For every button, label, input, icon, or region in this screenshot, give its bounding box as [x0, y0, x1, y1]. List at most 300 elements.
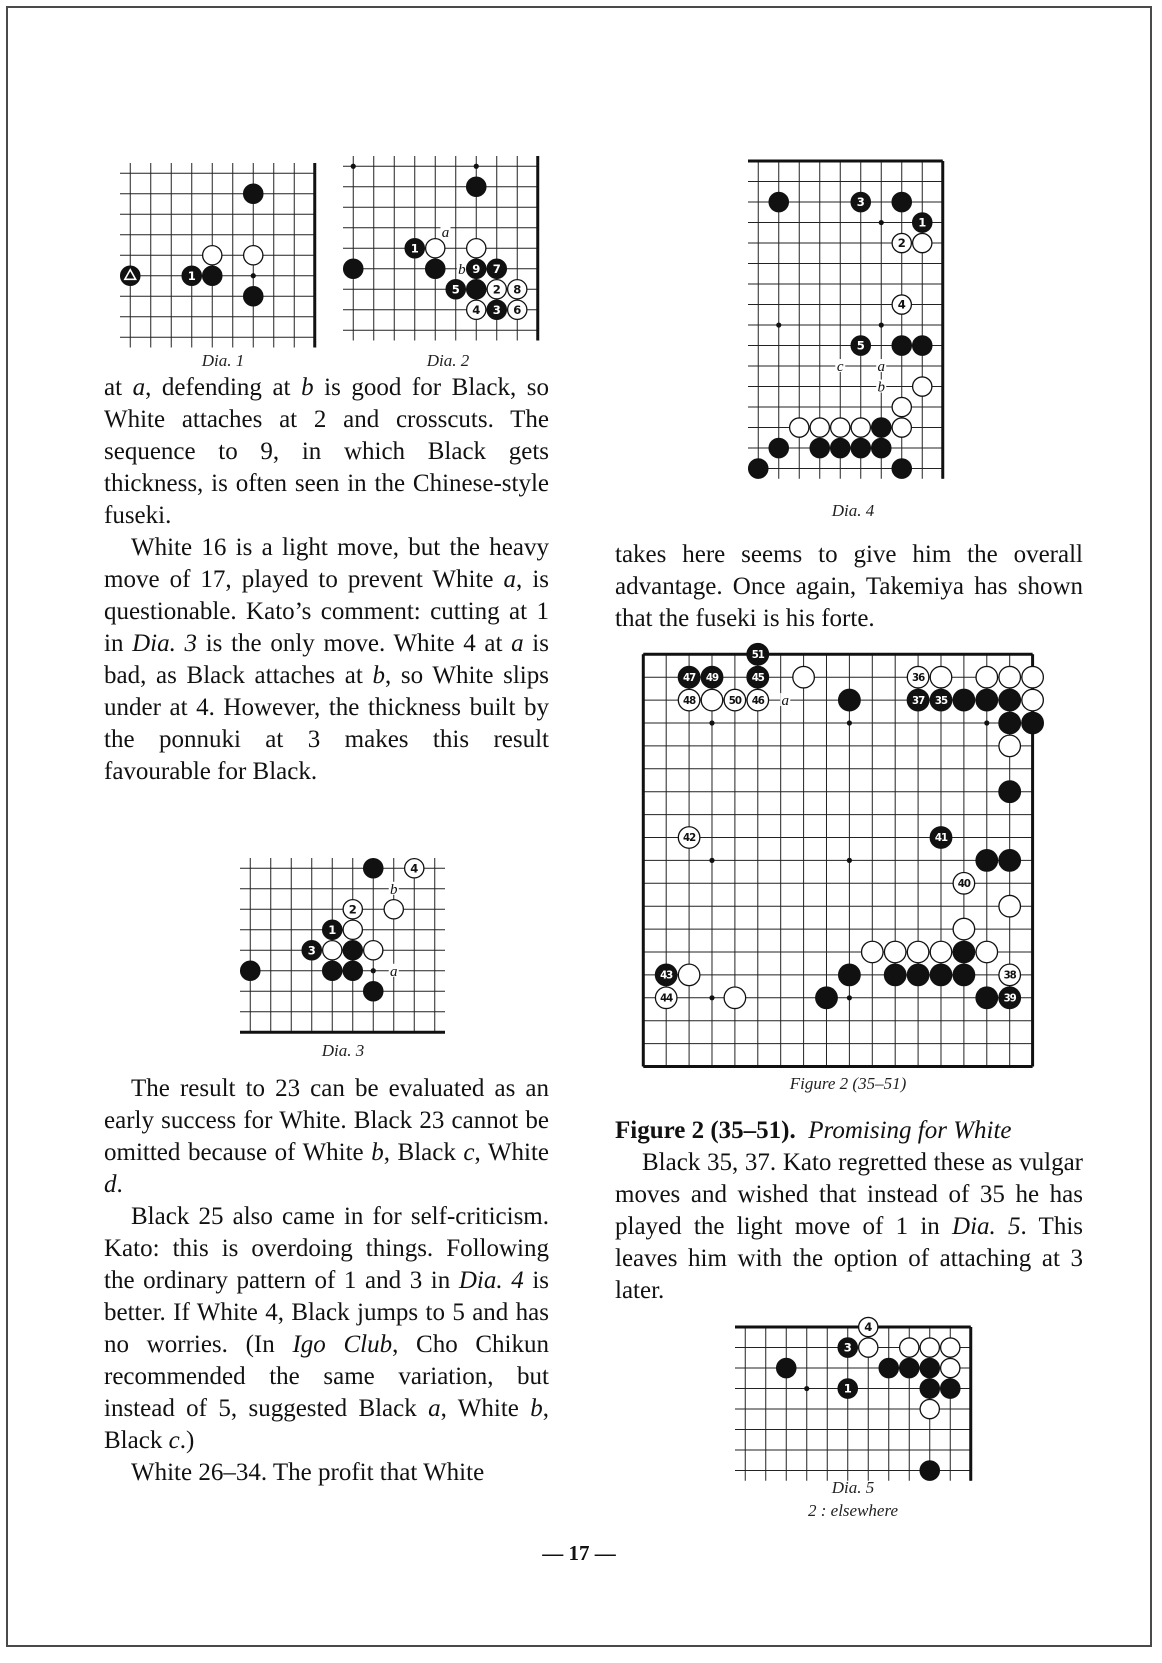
white-stone	[859, 1317, 878, 1336]
text-run: takes here seems to give him the overall advantage. Once again, Takemiya has shown that the fuseki is his forte.	[615, 541, 1083, 632]
white-stone	[851, 418, 870, 437]
text-run: Black 35, 37. Kato regretted these as vulgar moves and wished that instead of 35 he has played the light move of 1 in	[615, 1149, 1083, 1240]
italic-run: a	[503, 566, 517, 593]
black-stone	[467, 259, 486, 278]
white-stone-disc	[1022, 689, 1044, 711]
white-stone	[343, 920, 362, 939]
black-stone	[343, 941, 362, 960]
move-number: 1	[918, 215, 927, 230]
italic-run: a	[428, 1395, 441, 1422]
white-stone-disc	[999, 666, 1021, 688]
white-stone-disc	[892, 418, 911, 437]
black-stone-disc	[426, 259, 445, 278]
black-stone	[892, 336, 911, 355]
white-stone	[678, 964, 700, 986]
white-stone	[508, 300, 527, 319]
text-run: .)	[179, 1427, 195, 1454]
black-stone	[487, 300, 506, 319]
dia4-board	[748, 158, 941, 490]
white-stone	[701, 689, 723, 711]
white-stone	[323, 941, 342, 960]
grid-lines	[240, 858, 445, 1032]
black-stone	[838, 1379, 857, 1398]
black-stone	[655, 964, 677, 986]
dia4-svg	[748, 158, 941, 490]
black-stone-disc	[343, 961, 362, 980]
black-stone-disc	[884, 964, 906, 986]
black-stone	[446, 280, 465, 299]
black-stone-disc	[241, 961, 260, 980]
black-stone-disc	[913, 336, 932, 355]
text-run: , Black	[104, 1395, 549, 1454]
text-run: at	[104, 374, 133, 401]
black-stone-disc	[777, 1358, 796, 1377]
right-column-text-2	[615, 1115, 1083, 1307]
star-point	[847, 720, 852, 725]
dia1-svg	[120, 163, 313, 343]
dia5-note: 2 : elsewhere	[807, 1501, 898, 1520]
star-point	[709, 995, 714, 1000]
figure2-heading-bold: Figure 2 (35–51).	[615, 1117, 796, 1144]
star-point	[879, 220, 884, 225]
black-stone	[1022, 712, 1044, 734]
white-stone-disc	[862, 941, 884, 963]
star-point	[351, 164, 356, 169]
move-number: 1	[843, 1381, 852, 1396]
white-stone-disc	[913, 233, 932, 252]
text-run: , defending at	[145, 374, 302, 401]
black-stone	[941, 1379, 960, 1398]
white-stone	[953, 873, 975, 895]
black-stone-disc	[999, 712, 1021, 734]
left-column-text-1	[104, 372, 549, 788]
black-stone-disc	[203, 266, 222, 285]
text-run: . This leaves him with the option of attaching at 3 later.	[615, 1213, 1083, 1304]
black-stone	[953, 964, 975, 986]
black-stone	[839, 964, 861, 986]
white-stone	[892, 295, 911, 314]
white-stone	[999, 895, 1021, 917]
dia3-caption: Dia. 3	[321, 1041, 365, 1060]
book-page	[6, 6, 1152, 1647]
black-stone	[930, 827, 952, 849]
move-number: 41	[934, 833, 948, 845]
black-stone-disc	[816, 987, 838, 1009]
black-stone-disc	[364, 859, 383, 878]
star-point	[847, 858, 852, 863]
white-stone	[678, 827, 700, 849]
black-stone-disc	[900, 1358, 919, 1377]
black-stone-disc	[907, 964, 929, 986]
white-stone	[913, 377, 932, 396]
board-letter-label: b	[877, 379, 885, 396]
black-stone-disc	[769, 192, 788, 211]
move-number: 1	[328, 922, 337, 937]
black-stone-disc	[364, 982, 383, 1001]
white-stone-disc	[999, 895, 1021, 917]
black-stone	[920, 1461, 939, 1480]
black-stone-disc	[1022, 712, 1044, 734]
white-stone-disc	[831, 418, 850, 437]
black-stone	[467, 177, 486, 196]
move-number: 42	[682, 833, 696, 845]
black-stone-disc	[976, 987, 998, 1009]
left-paragraph-5	[104, 1457, 549, 1489]
white-stone	[862, 941, 884, 963]
black-stone	[879, 1358, 898, 1377]
white-stone	[467, 239, 486, 258]
white-stone-disc	[678, 964, 700, 986]
white-stone-disc	[930, 941, 952, 963]
black-stone	[930, 689, 952, 711]
move-number: 6	[513, 302, 522, 317]
white-stone-disc	[976, 941, 998, 963]
text-run: is bad, as Black attaches at	[104, 630, 549, 689]
white-stone-disc	[467, 239, 486, 258]
star-point	[847, 995, 852, 1000]
white-stone	[364, 941, 383, 960]
white-stone	[426, 239, 445, 258]
italic-run: a	[511, 630, 524, 657]
black-stone-disc	[930, 964, 952, 986]
italic-run: d	[104, 1171, 117, 1198]
black-stone	[121, 266, 140, 285]
black-stone	[678, 666, 700, 688]
black-stone-disc	[920, 1358, 939, 1377]
black-stone	[884, 964, 906, 986]
white-stone	[892, 233, 911, 252]
dia1-board	[120, 163, 313, 343]
white-stone	[793, 666, 815, 688]
black-stone-disc	[953, 941, 975, 963]
italic-run: Dia. 5	[952, 1213, 1021, 1240]
black-stone-disc	[851, 438, 870, 457]
black-stone-disc	[976, 850, 998, 872]
text-run: White 26–34. The profit that White	[131, 1459, 485, 1486]
board-letter-label: a	[781, 693, 790, 710]
black-stone	[892, 192, 911, 211]
text-run: is the only move. White 4 at	[197, 630, 512, 657]
black-stone	[913, 336, 932, 355]
white-stone-disc	[724, 987, 746, 1009]
move-number: 51	[751, 649, 764, 661]
black-stone	[816, 987, 838, 1009]
text-run: The result to 23 can be evaluated as an early success for White. Black 23 cannot be omitted because of White	[104, 1075, 549, 1166]
black-stone-disc	[976, 689, 998, 711]
white-stone-disc	[323, 941, 342, 960]
white-stone-disc	[920, 1399, 939, 1418]
white-stone-disc	[892, 397, 911, 416]
black-stone	[999, 850, 1021, 872]
black-stone	[920, 1358, 939, 1377]
black-stone	[426, 259, 445, 278]
black-stone	[872, 418, 891, 437]
dia5-caption: Dia. 5	[831, 1478, 875, 1497]
move-number: 47	[682, 672, 696, 684]
white-stone-disc	[941, 1358, 960, 1377]
black-stone	[323, 920, 342, 939]
italic-run: c	[463, 1139, 475, 1166]
white-stone-disc	[1022, 666, 1044, 688]
left-column-text-2	[104, 1073, 549, 1489]
board-letter-label: b	[458, 261, 466, 278]
star-point	[776, 322, 781, 327]
white-stone	[1022, 666, 1044, 688]
black-stone	[930, 964, 952, 986]
white-stone	[976, 666, 998, 688]
white-stone-disc	[907, 941, 929, 963]
text-run: , White	[474, 1139, 549, 1166]
left-paragraph-1	[104, 372, 549, 532]
move-number: 37	[911, 695, 925, 707]
white-stone	[892, 397, 911, 416]
move-number: 5	[451, 282, 460, 297]
dia2-board	[343, 156, 536, 344]
black-stone	[999, 689, 1021, 711]
black-stone	[907, 689, 929, 711]
text-run: Black 25 also came in for self-criticism. Kato: this is overdoing things. Following the ordinary pattern of 1 and 3 in	[104, 1203, 549, 1294]
white-stone	[1022, 689, 1044, 711]
white-stone	[953, 918, 975, 940]
black-stone-disc	[872, 438, 891, 457]
black-stone	[244, 184, 263, 203]
black-stone	[302, 941, 321, 960]
move-number: 2	[348, 902, 357, 917]
move-number: 4	[897, 297, 906, 312]
black-stone	[364, 859, 383, 878]
move-number: 3	[856, 195, 865, 210]
black-stone-disc	[467, 177, 486, 196]
black-stone-disc	[244, 287, 263, 306]
figure2-heading	[615, 1115, 1083, 1147]
white-stone	[724, 987, 746, 1009]
right-paragraph-2	[615, 1147, 1083, 1307]
black-stone	[747, 666, 769, 688]
text-run: , is questionable. Kato’s comment: cutting at 1 in	[104, 566, 549, 657]
black-stone	[851, 336, 870, 355]
black-stone-disc	[839, 689, 861, 711]
black-stone-disc	[879, 1358, 898, 1377]
dia5-svg	[735, 1320, 973, 1484]
white-stone	[999, 964, 1021, 986]
white-stone	[907, 666, 929, 688]
black-stone	[999, 987, 1021, 1009]
white-stone	[790, 418, 809, 437]
white-stone	[405, 859, 424, 878]
white-stone-disc	[920, 1338, 939, 1357]
black-stone-disc	[344, 259, 363, 278]
text-run: , White	[440, 1395, 531, 1422]
black-stone-disc	[892, 459, 911, 478]
black-stone	[831, 438, 850, 457]
white-stone-disc	[343, 920, 362, 939]
white-stone-disc	[913, 377, 932, 396]
white-stone	[941, 1338, 960, 1357]
italic-run: Igo Club	[292, 1331, 393, 1358]
white-stone	[941, 1358, 960, 1377]
black-stone	[769, 438, 788, 457]
move-number: 5	[856, 338, 865, 353]
star-point	[984, 720, 989, 725]
dia3-svg	[240, 858, 433, 1046]
white-stone	[999, 666, 1021, 688]
white-stone-disc	[884, 941, 906, 963]
black-stone-disc	[769, 438, 788, 457]
left-paragraph-3	[104, 1073, 549, 1201]
text-run: is good for Black, so White attaches at 2 and crosscuts. The sequence to 9, in which Black gets thickness, is often seen in the Chinese-style fuseki.	[104, 374, 549, 529]
black-stone	[364, 982, 383, 1001]
black-stone-disc	[920, 1461, 939, 1480]
white-stone-disc	[900, 1338, 919, 1357]
move-number: 36	[911, 672, 925, 684]
white-stone	[508, 280, 527, 299]
star-point	[371, 968, 376, 973]
grid-lines	[643, 654, 1032, 1066]
move-number: 2	[492, 282, 501, 297]
text-run: is better. If White 4, Black jumps to 5 and has no worries. (In	[104, 1267, 549, 1358]
black-stone-disc	[999, 781, 1021, 803]
dia2-caption: Dia. 2	[426, 351, 470, 370]
move-number: 48	[682, 695, 696, 707]
black-stone	[872, 438, 891, 457]
text-run: .	[116, 1171, 123, 1198]
board-letter-label: b	[390, 881, 398, 898]
black-stone	[747, 644, 769, 666]
white-stone-disc	[999, 735, 1021, 757]
move-number: 7	[492, 261, 501, 276]
move-number: 43	[660, 970, 673, 982]
white-stone-disc	[941, 1338, 960, 1357]
white-stone	[343, 900, 362, 919]
star-point	[804, 1386, 809, 1391]
black-stone	[892, 459, 911, 478]
black-stone	[913, 213, 932, 232]
move-number: 3	[492, 302, 501, 317]
black-stone-disc	[953, 964, 975, 986]
black-stone	[777, 1358, 796, 1377]
white-stone	[907, 941, 929, 963]
black-stone-disc	[323, 961, 342, 980]
white-stone	[900, 1338, 919, 1357]
move-number: 8	[513, 282, 522, 297]
black-stone	[241, 961, 260, 980]
white-stone-disc	[364, 941, 383, 960]
italic-run: b	[372, 662, 385, 689]
black-stone	[920, 1379, 939, 1398]
black-stone-disc	[953, 689, 975, 711]
move-number: 9	[472, 261, 481, 276]
white-stone	[747, 689, 769, 711]
dia2-svg	[343, 156, 536, 344]
move-number: 45	[751, 672, 764, 684]
move-number: 40	[957, 878, 970, 890]
italic-run: Dia. 4	[458, 1267, 524, 1294]
white-stone	[810, 418, 829, 437]
page-number: — 17 —	[542, 1541, 616, 1565]
white-stone	[892, 418, 911, 437]
white-stone	[724, 689, 746, 711]
black-stone	[701, 666, 723, 688]
text-run: , so White slips under at 4. However, the thickness built by the ponnuki at 3 makes this result favourable for Black.	[104, 662, 549, 785]
black-stone	[953, 941, 975, 963]
black-stone-disc	[999, 850, 1021, 872]
right-column-text-1	[615, 539, 1083, 635]
right-paragraph-1	[615, 539, 1083, 635]
move-number: 1	[187, 268, 196, 283]
white-stone	[831, 418, 850, 437]
white-stone-disc	[426, 239, 445, 258]
left-paragraph-4	[104, 1201, 549, 1457]
black-stone	[749, 459, 768, 478]
board-letter-label: a	[877, 359, 885, 376]
move-number: 38	[1003, 970, 1016, 982]
black-stone-disc	[810, 438, 829, 457]
white-stone-disc	[244, 246, 263, 265]
black-stone	[976, 987, 998, 1009]
black-stone-disc	[872, 418, 891, 437]
move-number: 3	[307, 943, 316, 958]
white-stone	[976, 941, 998, 963]
white-stone	[930, 666, 952, 688]
move-number: 3	[843, 1340, 852, 1355]
board-letter-label: c	[836, 359, 844, 376]
figure2-board	[640, 651, 1052, 1063]
move-number: 4	[472, 302, 481, 317]
white-stone-disc	[203, 246, 222, 265]
white-stone	[884, 941, 906, 963]
white-stone	[930, 941, 952, 963]
black-stone	[839, 689, 861, 711]
star-point	[879, 322, 884, 327]
dia1-caption: Dia. 1	[201, 351, 245, 370]
white-stone-disc	[976, 666, 998, 688]
white-stone	[244, 246, 263, 265]
black-stone	[487, 259, 506, 278]
white-stone-disc	[793, 666, 815, 688]
black-stone-disc	[749, 459, 768, 478]
move-number: 2	[897, 236, 906, 251]
black-stone-disc	[920, 1379, 939, 1398]
black-stone	[907, 964, 929, 986]
black-stone-disc	[941, 1379, 960, 1398]
black-stone	[182, 266, 201, 285]
black-stone	[810, 438, 829, 457]
move-number: 39	[1003, 993, 1016, 1005]
black-stone	[244, 287, 263, 306]
move-number: 44	[660, 993, 673, 1005]
black-stone	[851, 438, 870, 457]
star-point	[251, 273, 256, 278]
black-stone-disc	[467, 280, 486, 299]
board-letter-label: a	[390, 963, 398, 980]
black-stone-disc	[244, 184, 263, 203]
italic-run: c	[168, 1427, 180, 1454]
board-letter-label: a	[441, 224, 450, 241]
white-stone-disc	[701, 689, 723, 711]
black-stone-disc	[892, 192, 911, 211]
black-stone	[405, 239, 424, 258]
white-stone-disc	[851, 418, 870, 437]
dia4-caption: Dia. 4	[831, 501, 875, 520]
black-stone	[203, 266, 222, 285]
black-stone-disc	[839, 964, 861, 986]
text-run: , Black	[383, 1139, 464, 1166]
black-stone	[999, 781, 1021, 803]
white-stone-disc	[384, 900, 403, 919]
black-stone	[323, 961, 342, 980]
black-stone-disc	[343, 941, 362, 960]
move-number: 35	[934, 695, 948, 707]
